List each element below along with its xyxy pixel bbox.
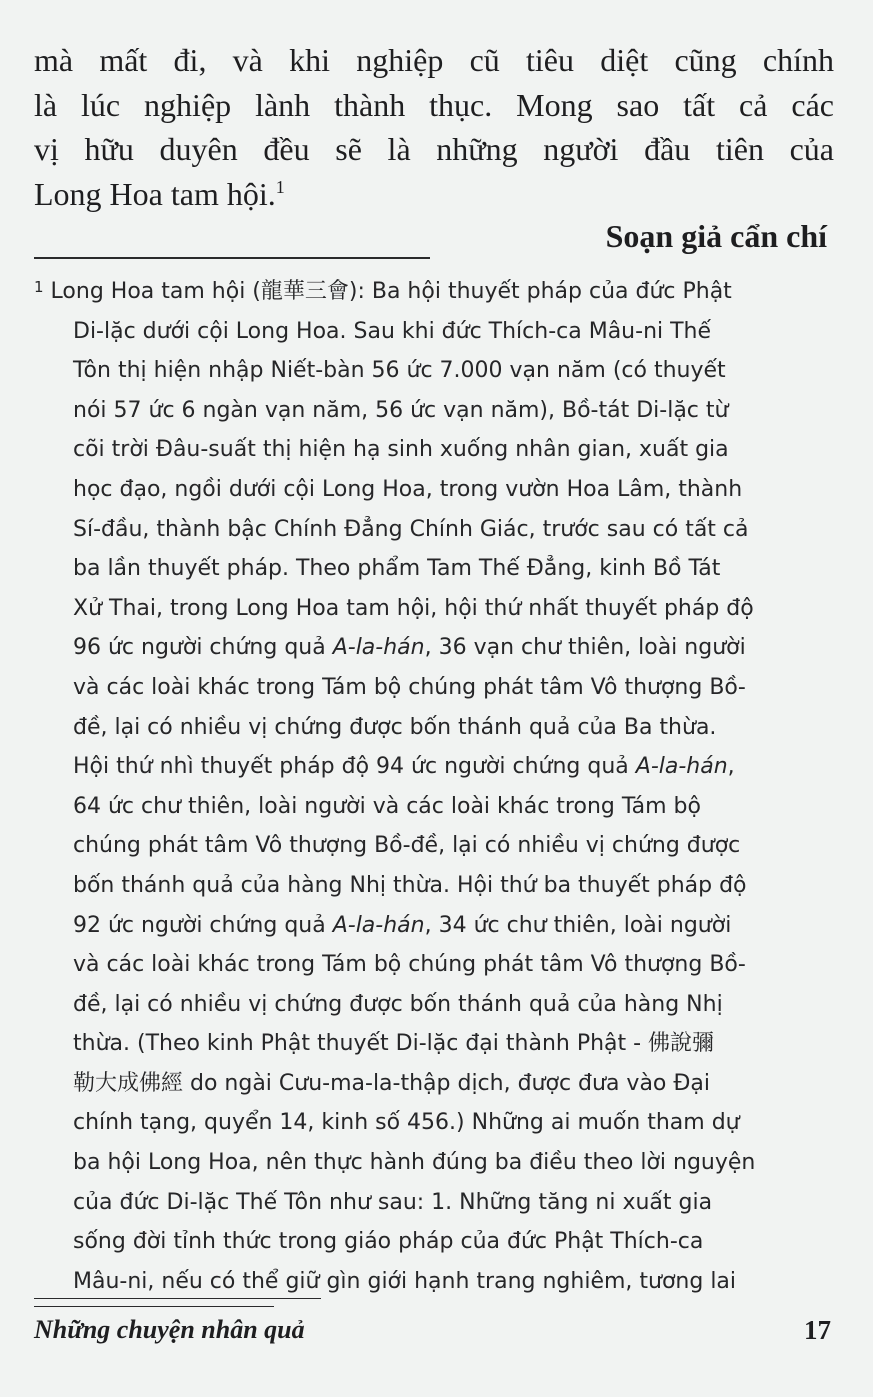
footnote-italic-term: A-la-hán <box>332 912 425 938</box>
footnote-text: của đức Di-lặc Thế Tôn như sau: 1. Những tăng ni xuất gia <box>73 1189 713 1215</box>
footnote-line <box>34 826 834 866</box>
footnote-text: ba lần thuyết pháp. Theo phẩm Tam Thế Đẳng, kinh Bồ Tát <box>73 556 721 582</box>
footnote-line <box>34 1143 834 1183</box>
footnote-line <box>34 351 834 391</box>
footnote-text: 勒大成佛經 do ngài Cưu-ma-la-thập dịch, được đưa vào Đại <box>73 1070 711 1096</box>
footer-rule <box>34 1298 321 1299</box>
footnote-text: Xử Thai, trong Long Hoa tam hội, hội thứ nhất thuyết pháp độ <box>73 595 754 621</box>
footnote-text: Mâu-ni, nếu có thể giữ gìn giới hạnh trang nghiêm, tương lai <box>73 1268 737 1294</box>
footnote-line <box>34 470 834 510</box>
footnote-text: Sí-đầu, thành bậc Chính Đẳng Chính Giác, trước sau có tất cả <box>73 516 749 542</box>
footnote-text: nói 57 ức 6 ngàn vạn năm, 56 ức vạn năm), Bồ-tát Di-lặc từ <box>73 397 729 423</box>
footnote-text: , 34 ức chư thiên, loài người <box>424 912 732 938</box>
footnote-text: học đạo, ngồi dưới cội Long Hoa, trong vườn Hoa Lâm, thành <box>73 476 743 502</box>
body-line: là lúc nghiệp lành thành thục. Mong sao tất cả các <box>34 86 834 123</box>
footnote-line <box>34 1024 834 1064</box>
footnote-text: đề, lại có nhiều vị chứng được bốn thánh quả của Ba thừa. <box>73 714 717 740</box>
footnote-text: , 36 vạn chư thiên, loài người <box>424 635 746 661</box>
footnote-italic-term: A-la-hán <box>635 754 728 780</box>
footnote-line <box>34 906 834 946</box>
signature: Soạn giả cẩn chí <box>605 218 827 254</box>
footnote-text: Long Hoa tam hội (龍華三會): Ba hội thuyết pháp của đức Phật <box>50 279 732 304</box>
footnote-text: và các loài khác trong Tám bộ chúng phát tâm Vô thượng Bồ- <box>73 952 746 978</box>
body-line-last <box>34 172 834 217</box>
footnote-line <box>34 1064 834 1104</box>
footnote <box>34 268 834 1301</box>
footnote-line <box>34 628 834 668</box>
footnote-text: Di-lặc dưới cội Long Hoa. Sau khi đức Thích-ca Mâu-ni Thế <box>73 318 712 344</box>
body-paragraph <box>34 38 834 216</box>
footnote-text: 96 ức người chứng quả <box>73 635 333 661</box>
footnote-line <box>34 1183 834 1223</box>
footnote-line <box>34 1262 834 1302</box>
footnote-marker: 1 <box>34 278 44 296</box>
footnote-text: chính tạng, quyển 14, kinh số 456.) Những ai muốn tham dự <box>73 1110 740 1136</box>
footnote-line <box>34 866 834 906</box>
footnote-line <box>34 945 834 985</box>
footnote-line <box>34 430 834 470</box>
footnote-text: chúng phát tâm Vô thượng Bồ-đề, lại có nhiều vị chứng được <box>73 833 741 859</box>
running-footer-title: Những chuyện nhân quả <box>34 1315 305 1344</box>
footnote-line <box>34 787 834 827</box>
footnote-text: bốn thánh quả của hàng Nhị thừa. Hội thứ ba thuyết pháp độ <box>73 872 747 898</box>
footnote-text: cõi trời Đâu-suất thị hiện hạ sinh xuống nhân gian, xuất gia <box>73 437 729 463</box>
footnote-line <box>34 391 834 431</box>
footnote-text: Hội thứ nhì thuyết pháp độ 94 ức người chứng quả <box>73 754 636 780</box>
footnote-line <box>34 668 834 708</box>
footnote-line <box>34 549 834 589</box>
footnote-line <box>34 589 834 629</box>
footnote-line <box>34 1222 834 1262</box>
footnote-line <box>34 985 834 1025</box>
footnote-text: thừa. (Theo kinh Phật thuyết Di-lặc đại thành Phật - 佛說彌 <box>73 1031 715 1057</box>
footnote-text: Tôn thị hiện nhập Niết-bàn 56 ức 7.000 vạn năm (có thuyết <box>73 358 726 384</box>
footnote-line <box>34 510 834 550</box>
footnote-line <box>34 1103 834 1143</box>
footnote-reference[interactable]: 1 <box>275 176 285 197</box>
body-line-text: Long Hoa tam hội. <box>34 175 276 212</box>
footnote-text: , <box>727 754 735 780</box>
body-line: vị hữu duyên đều sẽ là những người đầu tiên của <box>34 131 834 167</box>
body-line: mà mất đi, và khi nghiệp cũ tiêu diệt cũng chính <box>34 42 834 78</box>
footer-rule-short <box>34 1306 274 1307</box>
footnote-text: đề, lại có nhiều vị chứng được bốn thánh quả của hàng Nhị <box>73 991 723 1017</box>
footnote-line <box>34 268 834 312</box>
footnote-text: ba hội Long Hoa, nên thực hành đúng ba điều theo lời nguyện <box>73 1150 756 1176</box>
footnote-italic-term: A-la-hán <box>332 635 425 661</box>
footnote-line <box>34 312 834 352</box>
footnote-text: và các loài khác trong Tám bộ chúng phát tâm Vô thượng Bồ- <box>73 674 746 700</box>
footnote-text: sống đời tỉnh thức trong giáo pháp của đức Phật Thích-ca <box>73 1229 704 1255</box>
footnote-separator <box>34 257 430 259</box>
footnote-text: 64 ức chư thiên, loài người và các loài khác trong Tám bộ <box>73 793 701 819</box>
footnote-line <box>34 708 834 748</box>
footnote-text: 92 ức người chứng quả <box>73 912 333 938</box>
page-number: 17 <box>804 1315 831 1345</box>
footnote-line <box>34 747 834 787</box>
